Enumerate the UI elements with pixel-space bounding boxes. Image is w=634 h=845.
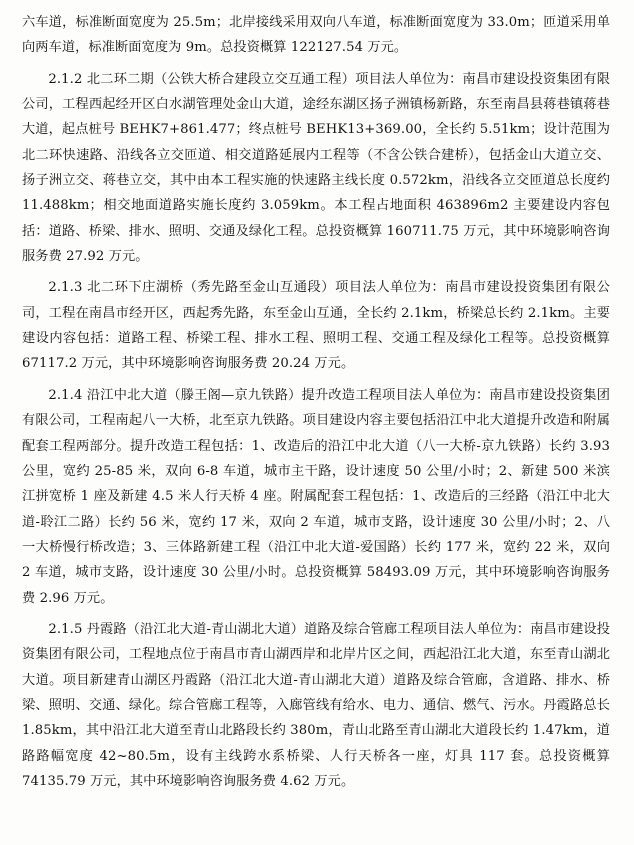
paragraph-section-2-1-5: 2.1.5 丹霞路（沿江北大道-青山湖北大道）道路及综合管廊工程项目法人单位为：南昌市建设投资集团有限公司，工程地点位于南昌市青山湖西岸和北岸片区之间，西起沿江北大道，东至青山湖北大道。项目新建青山湖区丹霞路（沿江北大道-青山湖北大道）道路及综合管廊，含道路、排水、桥梁、照明、交通、绿化。综合管廊工程等，入廊管线有给水、电力、通信、燃气、污水。丹霞路总长 1.85km，其中沿江北大道至青山北路段长约 380m，青山北路至青山湖北大道段长约 1.47km，道路路幅宽度 42~80.5m，设有主线跨水系桥梁、人行天桥各一座，灯具 117 套。总投资概算 74135.79 万元，其中环境影响咨询服务费 4.62 万元。	[22, 621, 610, 789]
paragraph-section-2-1-3: 2.1.3 北二环下庄湖桥（秀先路至金山互通段）项目法人单位为：南昌市建设投资集团有限公司，工程在南昌市经开区，西起秀先路，东至金山互通，全长约 2.1km，桥梁总长约 2.1km。主要建设内容包括：道路工程、桥梁工程、排水工程、照明工程、交通工程及绿化工程等。总投资概算 67117.2 万元，其中环境影响咨询服务费 20.24 万元。	[22, 280, 610, 372]
paragraph-intro-continued: 六车道，标准断面宽度为 25.5m；北岸接线采用双向八车道，标准断面宽度为 33.0m；匝道采用单向两车道，标准断面宽度为 9m。总投资概算 122127.54 万元。	[22, 15, 610, 56]
paragraph-section-2-1-2: 2.1.2 北二环二期（公铁大桥合建段立交互通工程）项目法人单位为：南昌市建设投资集团有限公司，工程西起经开区白水湖管理处金山大道，途经东湖区扬子洲镇杨新路，东至南昌县蒋巷镇蒋巷大道，起点桩号 BEHK7+861.477；终点桩号 BEHK13+369.00，全长约 5.51km；设计范围为北二环快速路、沿线各立交匝道、相交道路延展内工程等（不含公铁合建桥），包括金山大道立交、扬子洲立交、蒋巷立交，其中由本工程实施的快速路主线长度 0.572km，沿线各立交匝道总长度约 11.488km；相交地面道路实施长度约 3.059km。本工程占地面积 463896m2 主要建设内容包括：道路、桥梁、排水、照明、交通及绿化工程。总投资概算 160711.75 万元，其中环境影响咨询服务费 27.92 万元。	[22, 71, 610, 265]
paragraph-section-2-1-4: 2.1.4 沿江中北大道（滕王阁—京九铁路）提升改造工程项目法人单位为：南昌市建设投资集团有限公司，工程南起八一大桥，北至京九铁路。项目建设内容主要包括沿江中北大道提升改造和附属配套工程两部分。提升改造工程包括：1、改造后的沿江中北大道（八一大桥-京九铁路）长约 3.93 公里，宽约 25-85 米，双向 6-8 车道，城市主干路，设计速度 50 公里/小时；2、新建 500 米滨江拼宽桥 1 座及新建 4.5 米人行天桥 4 座。附属配套工程包括：1、改造后的三经路（沿江中北大道-聆江二路）长约 56 米，宽约 17 米，双向 2 车道，城市支路，设计速度 30 公里/小时；2、八一大桥慢行桥改造；3、三体路新建工程（沿江中北大道-爱国路）长约 177 米，宽约 22 米，双向 2 车道，城市支路，设计速度 30 公里/小时。总投资概算 58493.09 万元，其中环境影响咨询服务费 2.96 万元。	[22, 387, 610, 606]
